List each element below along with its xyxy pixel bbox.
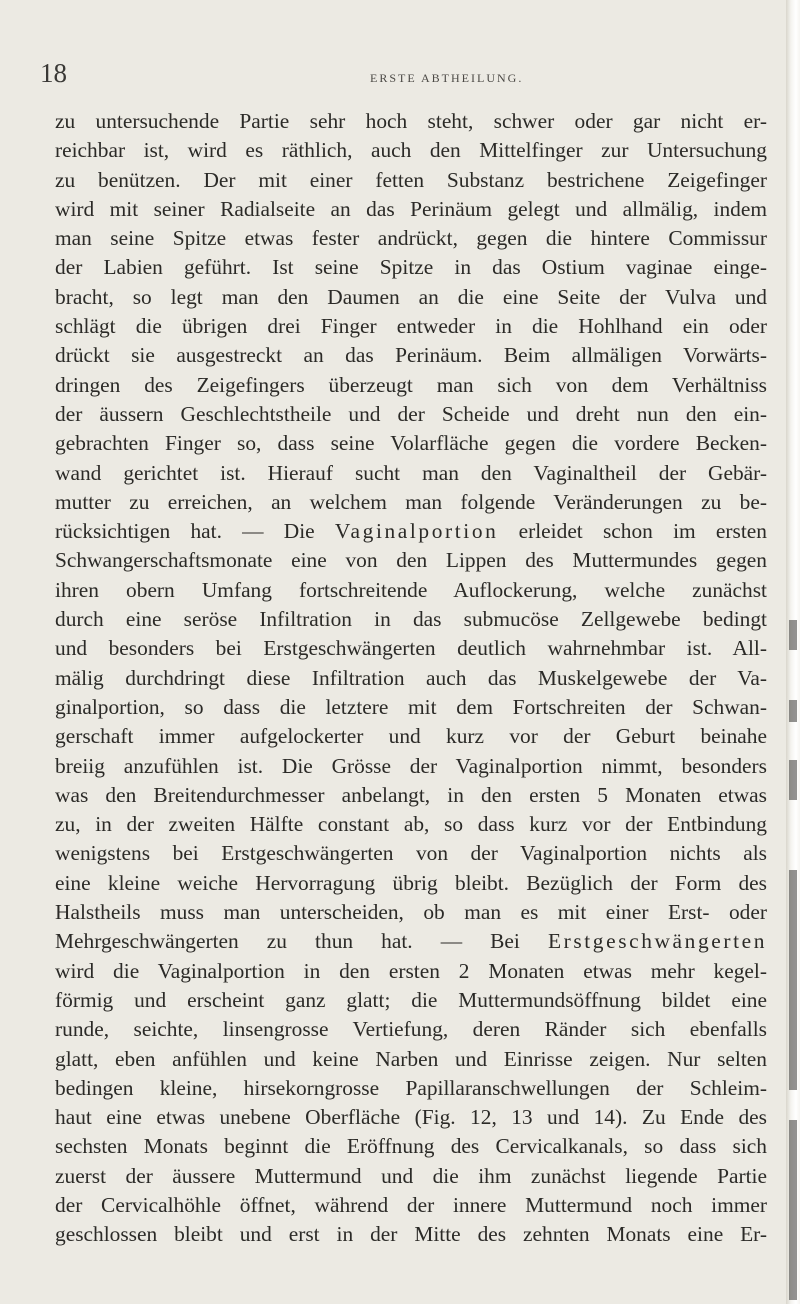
text-segment: Mehrgeschwängerten zu thun hat. — Bei	[55, 929, 520, 954]
text-line: gerschaft immer aufgelockerter und kurz vor der Geburt beinahe	[55, 724, 767, 749]
edge-mark	[789, 870, 797, 1090]
page-number: 18	[40, 58, 67, 88]
text-line: zuerst der äussere Muttermund und die ihm zunächst liegende Partie	[55, 1163, 767, 1188]
running-head: ERSTE ABTHEILUNG.	[370, 71, 524, 85]
text-line: bracht, so legt man den Daumen an die eine Seite der Vulva und	[55, 284, 767, 309]
text-line: wenigstens bei Erstgeschwängerten von der Vaginalportion nichts als	[55, 841, 767, 866]
text-line: zu benützen. Der mit einer fetten Substanz bestrichene Zeigefinger	[55, 167, 767, 192]
text-line: man seine Spitze etwas fester andrückt, gegen die hintere Commissur	[55, 226, 767, 251]
page-edge	[786, 0, 800, 1304]
text-line: durch eine seröse Infiltration in das submucöse Zellgewebe bedingt	[55, 607, 767, 632]
text-line: der Labien geführt. Ist seine Spitze in das Ostium vaginae einge-	[55, 255, 767, 280]
text-line: sechsten Monats beginnt die Eröffnung des Cervicalkanals, so dass sich	[55, 1134, 767, 1159]
edge-mark	[789, 760, 797, 800]
text-line: Halstheils muss man unterscheiden, ob man es mit einer Erst- oder	[55, 900, 767, 925]
emphasis-erstgeschwaengerten: Erstgeschwängerten	[547, 929, 767, 954]
text-line: wird mit seiner Radialseite an das Perinäum gelegt und allmälig, indem	[55, 196, 767, 221]
text-line: gebrachten Finger so, dass seine Volarfläche gegen die vordere Becken-	[55, 431, 767, 456]
text-line: wird die Vaginalportion in den ersten 2 Monaten etwas mehr kegel-	[55, 958, 767, 983]
text-line: bedingen kleine, hirsekorngrosse Papillaranschwellungen der Schleim-	[55, 1075, 767, 1100]
text-line: reichbar ist, wird es räthlich, auch den Mittelfinger zur Untersuchung	[55, 138, 767, 163]
text-line: zu, in der zweiten Hälfte constant ab, so dass kurz vor der Entbindung	[55, 812, 767, 837]
emphasis-vaginalportion: Vaginalportion	[334, 519, 499, 544]
text-line: ihren obern Umfang fortschreitende Auflockerung, welche zunächst	[55, 577, 767, 602]
text-line: geschlossen bleibt und erst in der Mitte des zehnten Monats eine Er-	[55, 1222, 767, 1247]
text-segment: erleidet schon im ersten	[498, 519, 767, 544]
edge-mark	[789, 620, 797, 650]
text-line: runde, seichte, linsengrosse Vertiefung, deren Ränder sich ebenfalls	[55, 1017, 767, 1042]
text-line: breiig anzufühlen ist. Die Grösse der Vaginalportion nimmt, besonders	[55, 753, 767, 778]
text-line: haut eine etwas unebene Oberfläche (Fig. 12, 13 und 14). Zu Ende des	[55, 1105, 767, 1130]
text-line: förmig und erscheint ganz glatt; die Muttermundsöffnung bildet eine	[55, 987, 767, 1012]
text-line-with-emphasis	[55, 927, 767, 956]
text-segment: rücksichtigen hat. — Die	[55, 519, 315, 544]
edge-mark	[789, 700, 797, 722]
text-line: wand gerichtet ist. Hierauf sucht man den Vaginaltheil der Gebär-	[55, 460, 767, 485]
text-line: glatt, eben anfühlen und keine Narben und Einrisse zeigen. Nur selten	[55, 1046, 767, 1071]
body-text	[55, 107, 767, 1250]
text-line: schlägt die übrigen drei Finger entweder in die Hohlhand ein oder	[55, 314, 767, 339]
text-line: eine kleine weiche Hervorragung übrig bleibt. Bezüglich der Form des	[55, 870, 767, 895]
text-line: drückt sie ausgestreckt an das Perinäum. Beim allmäligen Vorwärts-	[55, 343, 767, 368]
text-line-with-emphasis	[55, 517, 767, 546]
text-line: der äussern Geschlechtstheile und der Scheide und dreht nun den ein-	[55, 401, 767, 426]
text-line: ginalportion, so dass die letztere mit dem Fortschreiten der Schwan-	[55, 694, 767, 719]
text-line: Schwangerschaftsmonate eine von den Lippen des Muttermundes gegen	[55, 548, 767, 573]
edge-mark	[789, 1120, 797, 1300]
text-line: der Cervicalhöhle öffnet, während der innere Muttermund noch immer	[55, 1192, 767, 1217]
text-line: mutter zu erreichen, an welchem man folgende Veränderungen zu be-	[55, 489, 767, 514]
text-line: dringen des Zeigefingers überzeugt man sich von dem Verhältniss	[55, 372, 767, 397]
text-line: zu untersuchende Partie sehr hoch steht, schwer oder gar nicht er-	[55, 109, 767, 133]
text-line: und besonders bei Erstgeschwängerten deutlich wahrnehmbar ist. All-	[55, 636, 767, 661]
text-line: was den Breitendurchmesser anbelangt, in den ersten 5 Monaten etwas	[55, 782, 767, 807]
page-header	[40, 58, 760, 92]
text-line: mälig durchdringt diese Infiltration auch das Muskelgewebe der Va-	[55, 665, 767, 690]
